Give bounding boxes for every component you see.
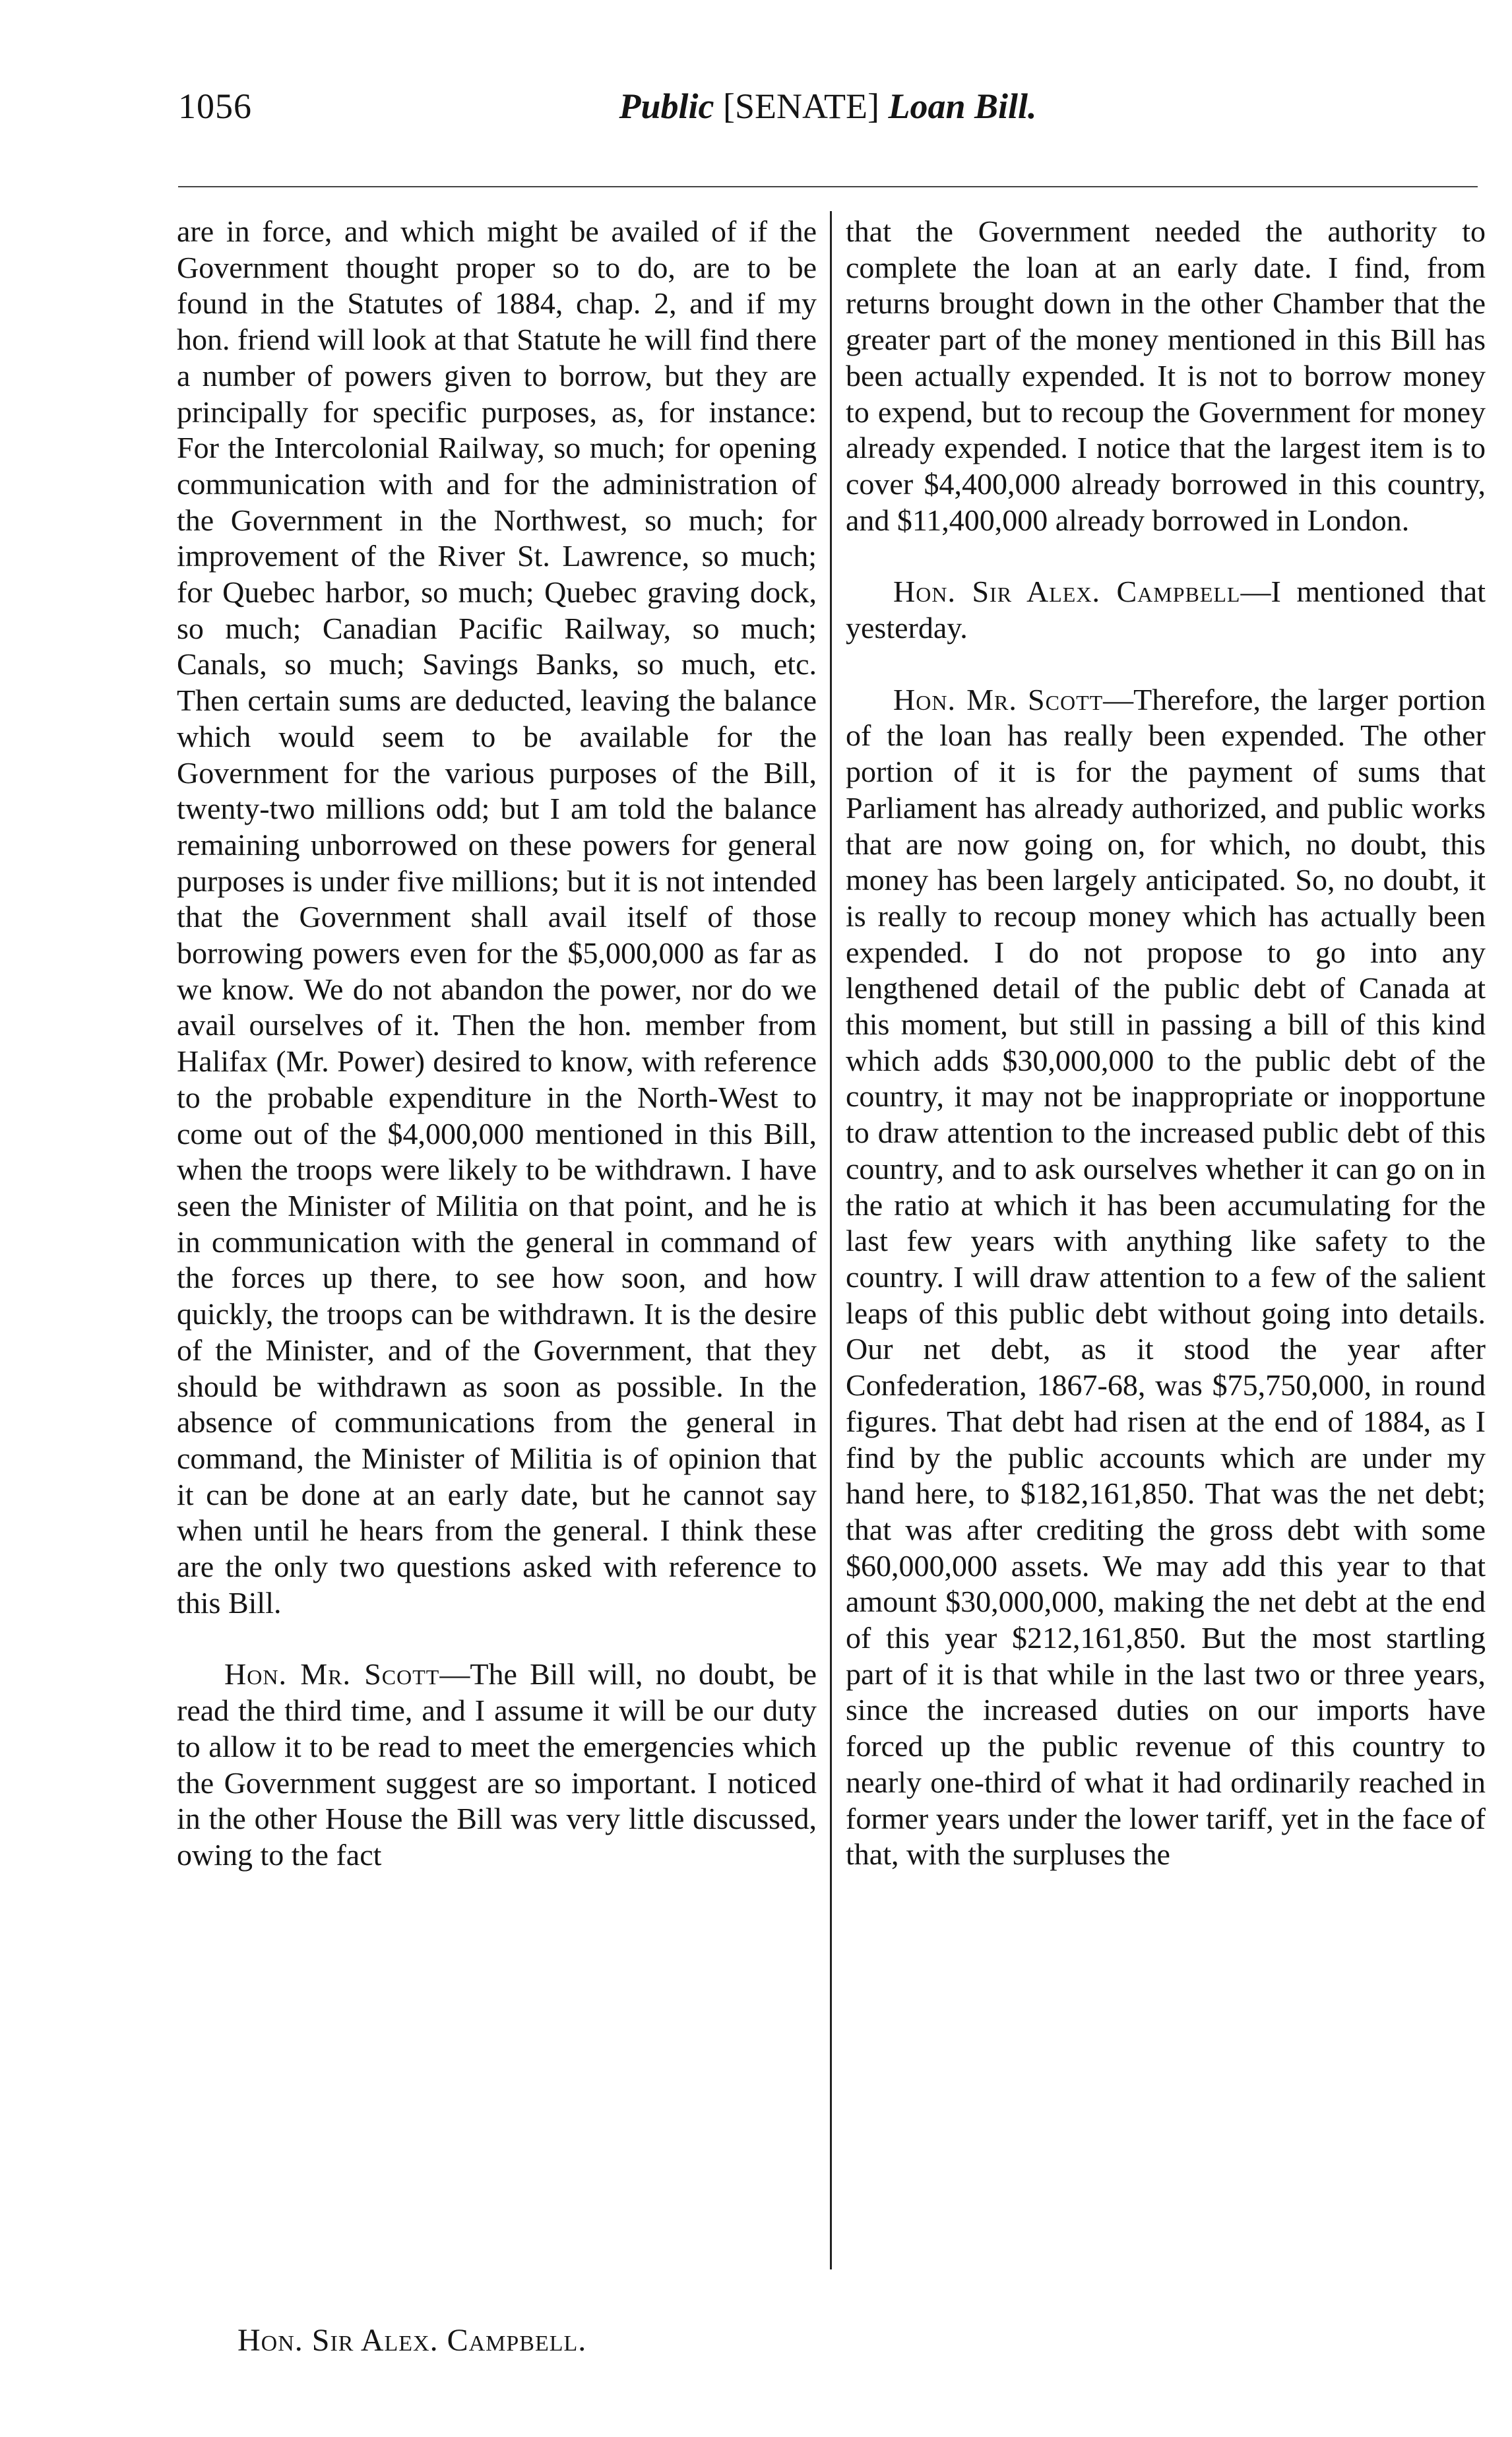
right-paragraph-2 xyxy=(846,574,1486,646)
speaker-name: Hon. Sir Alex. Campbell xyxy=(893,575,1241,609)
column-divider xyxy=(830,211,832,2269)
page-footer xyxy=(237,2322,586,2358)
running-head-right: Loan Bill. xyxy=(888,86,1037,126)
running-head-left: Public xyxy=(619,86,714,126)
left-column xyxy=(177,214,817,1874)
speech-text: —Therefore, the larger portion of the loan has really been expended. The other portion of it is for the payment of sums that Parliament has already authorized, and public works that are now going on, for which, no doubt, this money has been largely anticipated. So, no doubt, it is really to recoup money which has actually been expended. I do not propose to go into any lengthened detail of the public debt of Canada at this moment, but still in passing a bill of this kind which adds $30,000,000 to the public debt of the country, it may not be inappropriate or inopportune to draw attention to the increased public debt of this country, and to ask ourselves whether it can go on in the ratio at which it has been accumulating for the last few years with anything like safety to the country. I will draw attention to a few of the salient leaps of this public debt without going into details. Our net debt, as it stood the year after Confederation, 1867-68, was $75,750,000, in round figures. That debt had risen at the end of 1884, as I find by the public accounts which are under my hand here, to $182,161,850. That was the net debt; that was after crediting the gross debt with some $60,000,000 assets. We may add this year to that amount $30,000,000, making the net debt at the end of this year $212,161,850. But the most startling part of it is that while in the last two or three years, since the increased duties on our imports have forced up the public revenue of this country to nearly one-third of what it had ordinarily reached in former years under the lower tariff, yet in the face of that, with the surpluses the xyxy=(846,682,1486,1872)
footer-catchword: Hon. Sir Alex. Campbell. xyxy=(237,2323,587,2358)
right-paragraph-3 xyxy=(846,682,1486,1873)
right-paragraph-1: that the Government needed the authority to complete the loan at an early date. I find, from returns brought down in the other Chamber that the greater part of the money mentioned in this Bill has been actually expended. It is not to borrow money to expend, but to recoup the Government for money already expended. I notice that the largest item is to cover $4,400,000 already borrowed in this country, and $11,400,000 already borrowed in London. xyxy=(846,214,1486,537)
speech-text: —I mentioned that yesterday. xyxy=(846,575,1486,645)
speech-text: —The Bill will, no doubt, be read the third time, and I assume it will be our duty to allow it to be read to meet the emergencies which the Government suggest are so important. I noticed in the other House the Bill was very little discussed, owing to the fact xyxy=(177,1657,817,1872)
page-header xyxy=(178,86,1478,139)
speaker-name: Hon. Mr. Scott xyxy=(893,682,1104,716)
running-head-middle: [SENATE] xyxy=(722,86,879,126)
left-paragraph-2 xyxy=(177,1657,817,1873)
page-number: 1056 xyxy=(178,86,252,126)
right-column xyxy=(846,214,1486,1873)
header-rule xyxy=(178,186,1478,187)
speaker-name: Hon. Mr. Scott xyxy=(224,1657,440,1692)
left-paragraph-1: are in force, and which might be availed of if the Government thought proper so to do, are to be found in the Statutes of 1884, chap. 2, and if my hon. friend will look at that Statute he will find there a number of powers given to borrow, but they are principally for specific purposes, as, for instance: For the Intercolonial Railway, so much; for opening communication with and for the administration of the Government in the Northwest, so much; for improvement of the River St. Lawrence, so much; for Quebec harbor, so much; Quebec graving dock, so much; Canadian Pacific Railway, so much; Canals, so much; Savings Banks, so much, etc. Then certain sums are deducted, leaving the balance which would seem to be available for the Government for the various purposes of the Bill, twenty-two millions odd; but I am told the balance remaining unborrowed on these powers for general purposes is under five millions; but it is not intended that the Government shall avail itself of those borrowing powers even for the $5,000,000 as far as we know. We do not abandon the power, nor do we avail ourselves of it. Then the hon. member from Halifax (Mr. Power) desired to know, with reference to the probable expenditure in the North-West to come out of the $4,000,000 mentioned in this Bill, when the troops were likely to be withdrawn. I have seen the Minister of Militia on that point, and he is in communication with the general in command of the forces up there, to see how soon, and how quickly, the troops can be withdrawn. It is the desire of the Minister, and of the Government, that they should be withdrawn as soon as possible. In the absence of communications from the general in command, the Minister of Militia is of opinion that it can be done at an early date, but he cannot say when until he hears from the general. I think these are the only two questions asked with reference to this Bill. xyxy=(177,214,817,1620)
running-head xyxy=(178,86,1478,127)
